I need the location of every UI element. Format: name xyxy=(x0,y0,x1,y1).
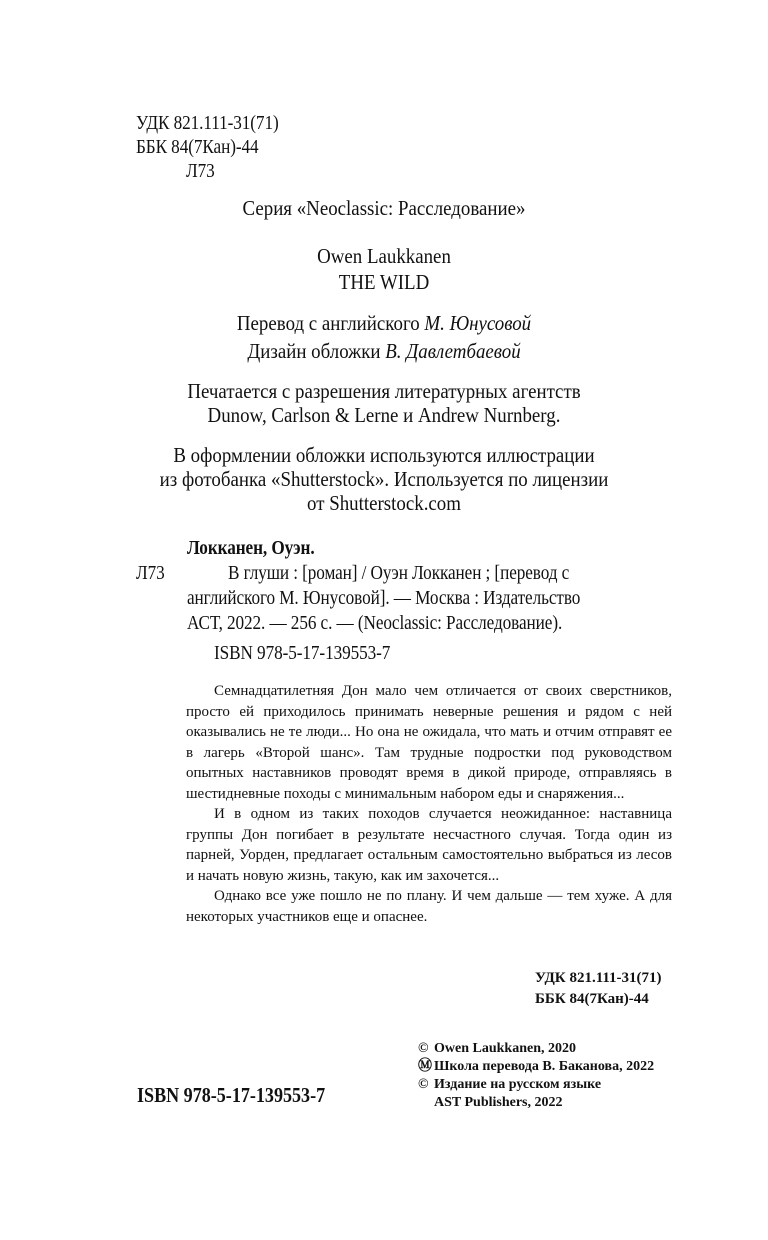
series-line: Серия «Neoclassic: Расследование» xyxy=(242,196,526,220)
copyright-block xyxy=(418,1040,654,1112)
isbn-bottom: ISBN 978-5-17-139553-7 xyxy=(137,1083,326,1107)
illustration-line: В оформлении обложки используются иллюстрации xyxy=(173,443,595,467)
translation-prefix: Перевод с английского xyxy=(236,311,420,335)
illustration-block xyxy=(0,443,768,515)
small-udk: УДК 821.111-31(71) xyxy=(535,970,662,986)
permission-line: Печатается с разрешения литературных агентств xyxy=(187,379,581,403)
trademark-icon: Ⓜ xyxy=(418,1059,432,1074)
copyright-icon: © xyxy=(418,1077,429,1092)
illustration-line: от Shutterstock.com xyxy=(307,491,461,515)
translator-name: М. Юнусовой xyxy=(424,311,532,335)
copyright-icon: © xyxy=(418,1041,429,1056)
copyright-line: Ⓜ Школа перевода В. Баканова, 2022 xyxy=(418,1059,655,1074)
original-block xyxy=(0,244,768,294)
catalog-isbn: ISBN 978-5-17-139553-7 xyxy=(214,642,391,664)
annotation xyxy=(186,681,672,927)
permission-block xyxy=(0,379,768,427)
small-bbk: ББК 84(7Кан)-44 xyxy=(535,991,649,1007)
original-title: THE WILD xyxy=(338,270,430,294)
udk-code: УДК 821.111-31(71) xyxy=(136,112,279,134)
catalog-heading: Локканен, Оуэн. xyxy=(187,537,315,559)
series-block xyxy=(0,196,768,220)
catalog-line: В глуши : [роман] / Оуэн Локканен ; [перевод с xyxy=(228,562,570,584)
catalog-mark: Л73 xyxy=(136,562,165,584)
cover-design-prefix: Дизайн обложки xyxy=(247,339,381,363)
annotation-paragraph: Семнадцатилетняя Дон мало чем отличается от своих сверстников, просто ей приходилось принимать неверные решения и рядом с ней оказывались не те люди... Но она не ожидала, что мать и отчим отправят ее в лагерь «Второй шанс». Там трудные подростки под руководством опытных наставников проводят время в дикой природе, отправляясь в шестидневные походы с минимальным набором еды и снаряжения... xyxy=(186,683,672,802)
credits-block xyxy=(0,311,768,363)
author-mark: Л73 xyxy=(186,160,215,182)
illustration-line: из фотобанка «Shutterstock». Используется по лицензии xyxy=(159,467,609,491)
annotation-paragraph: Однако все уже пошло не по плану. И чем дальше — тем хуже. А для некоторых участников еще и опаснее. xyxy=(186,888,672,925)
bbk-code: ББК 84(7Кан)-44 xyxy=(136,136,259,158)
copyright-line: AST Publishers, 2022 xyxy=(434,1095,563,1110)
copyright-line: © Owen Laukkanen, 2020 xyxy=(418,1041,576,1056)
annotation-paragraph: И в одном из таких походов случается неожиданное: наставница группы Дон погибает в результате несчастного случая. Тогда один из парней, Уорден, предлагает остальным самостоятельно выбраться из лесов и начать новую жизнь, такую, как им захочется... xyxy=(186,806,672,884)
catalog-line: английского М. Юнусовой]. — Москва : Издательство xyxy=(187,587,581,609)
original-author: Owen Laukkanen xyxy=(317,244,451,268)
permission-line: Dunow, Carlson & Lerne и Andrew Nurnberg. xyxy=(207,403,561,427)
translation-credit xyxy=(38,311,729,335)
catalog-line: АСТ, 2022. — 256 с. — (Neoclassic: Расследование). xyxy=(187,612,563,634)
copyright-line: © Издание на русском языке xyxy=(418,1077,602,1092)
cover-design-credit xyxy=(38,339,729,363)
cover-designer-name: В. Давлетбаевой xyxy=(385,339,521,363)
small-classification xyxy=(535,968,662,1010)
